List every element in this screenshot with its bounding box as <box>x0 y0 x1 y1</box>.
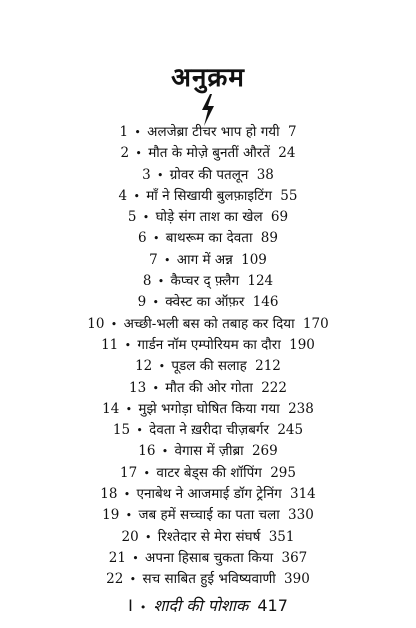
page-number: 390 <box>284 571 310 588</box>
chapter-number: 22 <box>106 571 124 588</box>
chapter-title: माँ ने सिखायी बुलफ़ाइटिंग <box>146 187 272 204</box>
page-number: 146 <box>252 294 279 311</box>
page-number: 24 <box>278 145 296 162</box>
chapter-number: 1 <box>119 124 129 140</box>
toc-entries <box>0 122 416 591</box>
chapter-number: 9 <box>137 294 147 311</box>
bullet-separator: • <box>152 381 159 395</box>
toc-entry <box>0 143 416 164</box>
bullet-separator: • <box>158 360 166 374</box>
bullet-separator: • <box>144 530 152 544</box>
toc-entry <box>0 420 416 441</box>
chapter-number: 19 <box>102 507 120 524</box>
toc-entry <box>0 505 416 526</box>
chapter-number: 5 <box>127 209 137 226</box>
page-number: 7 <box>287 124 297 140</box>
page-title: अनुक्रम <box>171 63 245 93</box>
bullet-separator: • <box>134 126 141 139</box>
chapter-number: 3 <box>142 166 151 183</box>
chapter-title: आग में अन्न <box>176 251 233 268</box>
chapter-title: घोड़े संग ताश का खेल <box>155 209 263 226</box>
bullet-separator: • <box>163 253 171 267</box>
page-number: 238 <box>288 400 314 417</box>
chapter-title: क्वेस्ट का ऑफ़र <box>165 294 245 311</box>
bullet-separator: • <box>143 466 151 480</box>
toc-entry <box>0 569 416 590</box>
page-number: 367 <box>281 549 308 566</box>
page-number: 212 <box>255 358 281 375</box>
chapter-number: 13 <box>129 379 147 396</box>
chapter-title: कैप्चर द् फ़्लैग <box>170 273 240 290</box>
chapter-number: 11 <box>101 336 119 353</box>
bullet-separator: • <box>152 296 159 310</box>
chapter-title: शादी की पोशाक <box>153 595 249 615</box>
page-number: 170 <box>302 315 329 332</box>
bullet-separator: • <box>136 424 143 438</box>
toc-entry <box>0 228 416 249</box>
bullet-separator: • <box>129 573 137 587</box>
toc-entry <box>0 484 416 505</box>
bullet-separator: • <box>157 168 164 182</box>
chapter-number: 8 <box>142 273 152 290</box>
chapter-number: 6 <box>138 230 147 247</box>
chapter-number: I <box>128 595 133 615</box>
bullet-separator: • <box>142 211 150 225</box>
toc-entry-special <box>0 595 416 616</box>
page-number: 269 <box>251 443 278 460</box>
chapter-title: मौत की ओर गोता <box>165 379 253 396</box>
toc-entry <box>0 165 416 186</box>
page-number: 417 <box>257 595 288 615</box>
bullet-separator: • <box>110 317 118 331</box>
toc-entry <box>0 463 416 484</box>
bullet-separator: • <box>132 551 139 565</box>
toc-entry <box>0 527 416 548</box>
toc-entry <box>0 314 416 335</box>
bullet-separator: • <box>133 189 140 203</box>
toc-entry <box>0 250 416 271</box>
table-of-contents <box>0 122 416 616</box>
bullet-separator: • <box>125 402 133 416</box>
bullet-separator: • <box>139 600 147 614</box>
page-number: 124 <box>247 273 274 290</box>
toc-entry <box>0 378 416 399</box>
toc-entry <box>0 548 416 569</box>
page-number: 89 <box>260 230 278 247</box>
toc-entry <box>0 399 416 420</box>
chapter-number: 7 <box>149 251 158 268</box>
bullet-separator: • <box>125 509 133 523</box>
chapter-number: 14 <box>102 400 120 417</box>
page-number: 38 <box>256 166 274 183</box>
chapter-title: गार्डन नॉम एम्पोरियम का दौरा <box>137 336 281 353</box>
chapter-number: 10 <box>87 315 105 332</box>
page-number: 295 <box>270 464 296 481</box>
toc-entry <box>0 207 416 228</box>
chapter-title: मौत के मोज़े बुनतीं औरतें <box>148 145 270 162</box>
page-number: 314 <box>289 486 316 503</box>
chapter-title: देवता ने ख़रीदा चीज़बर्गर <box>149 422 270 439</box>
page-number: 222 <box>261 379 287 396</box>
chapter-title: अपना हिसाब चुकता किया <box>145 549 274 566</box>
toc-entry <box>0 122 416 143</box>
chapter-title: अलजेब्रा टीचर भाप हो गयी <box>147 124 280 140</box>
page-number: 190 <box>289 336 315 353</box>
bullet-separator: • <box>135 147 142 161</box>
page-number: 330 <box>288 507 314 524</box>
chapter-title: अच्छी-भली बस को तबाह कर दिया <box>123 315 295 332</box>
chapter-number: 15 <box>112 422 131 439</box>
chapter-title: वाटर बेड्स की शॉपिंग <box>156 464 262 481</box>
toc-entry <box>0 186 416 207</box>
page-number: 55 <box>280 187 298 204</box>
bullet-separator: • <box>152 232 160 246</box>
chapter-title: पूडल की सलाह <box>171 358 247 375</box>
chapter-title: ग्रोवर की पतलून <box>169 166 249 183</box>
toc-entry <box>0 292 416 313</box>
chapter-title: रिश्तेदार से मेरा संघर्ष <box>157 528 261 545</box>
chapter-title: एनाबेथ ने आजमाई डॉग ट्रेनिंग <box>136 486 282 503</box>
page-number: 69 <box>270 209 289 226</box>
page-number: 351 <box>268 528 295 545</box>
bullet-separator: • <box>123 488 131 502</box>
chapter-title: वेगास में ज़ीब्रा <box>174 443 244 460</box>
chapter-number: 4 <box>118 187 128 204</box>
bullet-separator: • <box>124 338 132 352</box>
chapter-title: मुझे भगोड़ा घोषित किया गया <box>138 400 280 417</box>
toc-entry <box>0 441 416 462</box>
chapter-number: 16 <box>138 443 156 460</box>
chapter-number: 20 <box>121 528 139 545</box>
chapter-title: बाथरूम का देवता <box>165 230 253 247</box>
chapter-title: सच साबित हुई भविष्यवाणी <box>142 571 276 588</box>
chapter-title: जब हमें सच्चाई का पता चला <box>138 507 280 524</box>
chapter-number: 18 <box>100 486 118 503</box>
chapter-number: 17 <box>120 464 138 481</box>
chapter-number: 2 <box>120 145 130 162</box>
bullet-separator: • <box>157 275 165 289</box>
toc-entry <box>0 335 416 356</box>
page-number: 109 <box>241 251 267 268</box>
chapter-number: 21 <box>108 549 126 566</box>
toc-entry <box>0 356 416 377</box>
bullet-separator: • <box>161 445 169 459</box>
page-number: 245 <box>277 422 304 439</box>
toc-entry <box>0 271 416 292</box>
chapter-number: 12 <box>135 358 153 375</box>
